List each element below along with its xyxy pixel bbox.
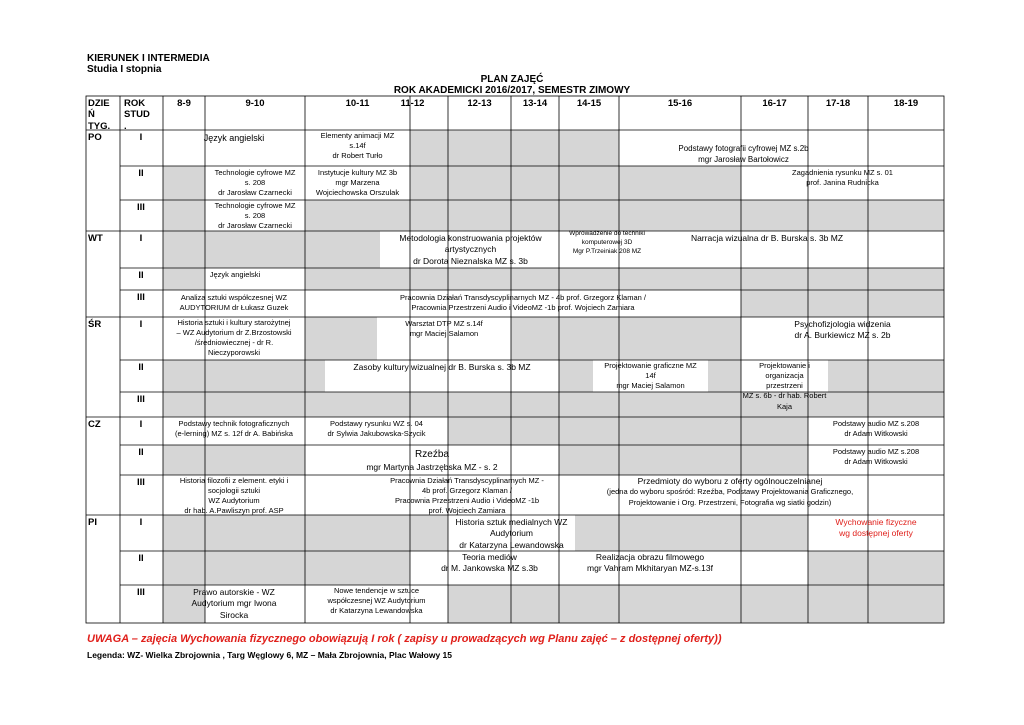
hour-header: 17-18 (825, 98, 851, 109)
class-pi-iii-prawo: Prawo autorskie - WZ Audytorium mgr Iwona Sirocka (191, 587, 277, 620)
hour-header: 13-14 (522, 98, 548, 109)
day-label-cz: CZ (88, 419, 101, 430)
class-sr-i-dtp: Warsztat DTP MZ s.14f mgr Maciej Salamon (405, 319, 483, 339)
class-po-iii-technologie: Technologie cyfrowe MZ s. 208 dr Jarosław Czarnecki (214, 201, 296, 231)
class-cz-i-audio: Podstawy audio MZ s.208 dr Adam Witkowski (832, 419, 920, 439)
class-pi-ii-film: Realizacja obrazu filmowego mgr Vahram Mkhitaryan MZ-s.13f (587, 552, 713, 574)
legend-text: Legenda: WZ- Wielka Zbrojownia , Targ Węglowy 6, MZ – Mała Zbrojownia, Plac Wałowy 15 (87, 650, 453, 660)
class-po-ii-instytucje: Instytucje kultury MZ 3b mgr Marzena Wojciechowska Orszulak (315, 168, 400, 198)
hour-header: 15-16 (667, 98, 693, 109)
class-wt-iii-pracownia: Pracownia Działań Transdyscyplinarnych MZ - 4b prof. Grzegorz Klaman / Pracownia Przestrzeni Audio i VideoMZ -1b prof. Wojciech Zamiara (400, 293, 646, 313)
year-label: II (138, 168, 144, 179)
year-label: I (139, 419, 143, 430)
year-label: III (137, 292, 145, 303)
class-cz-ii-audio: Podstawy audio MZ s.208 dr Adam Witkowski (832, 447, 920, 467)
hour-header: 9-10 (245, 98, 265, 109)
class-po-ii-technologie: Technologie cyfrowe MZ s. 208 dr Jarosław Czarnecki (214, 168, 296, 198)
year-label: II (138, 362, 144, 373)
year-label: III (137, 394, 145, 405)
day-label-wt: WT (88, 233, 103, 244)
hour-header: 18-19 (893, 98, 919, 109)
year-label: II (138, 553, 144, 564)
study-level: Studia I stopnia (87, 64, 162, 75)
year-column-header: ROK STUD . (124, 98, 150, 132)
day-label-po: PO (88, 132, 102, 143)
class-cz-i-rysunek: Podstawy rysunku WZ s. 04 dr Sylwia Jakubowska-Szycik (327, 419, 426, 439)
class-po-ii-rysunek: Zagadnienia rysunku MZ s. 01 prof. Janina Rudnicka (792, 168, 893, 188)
class-pi-i-historia: Historia sztuk medialnych WZ Audytorium dr Katarzyna Lewandowska (455, 517, 568, 550)
hour-header: 11-12 (400, 98, 425, 109)
year-label: II (138, 447, 144, 458)
day-label-pi: PI (88, 517, 97, 528)
year-label: I (139, 132, 143, 143)
year-label: II (138, 270, 144, 281)
hour-header: 14-15 (576, 98, 602, 109)
day-label-sr: ŚR (88, 319, 102, 330)
class-cz-i-technik: Podstawy technik fotograficznych (e-lerning) MZ s. 12f dr A. Babińska (175, 419, 293, 439)
hour-header: 12-13 (467, 98, 492, 109)
class-cz-iii-pracownia: Pracownia Działań Transdyscyplinarnych MZ - 4b prof. Grzegorz Klaman / Pracownia Przestrzeni Audio i VideoMZ -1b prof. Wojciech Zamiara (390, 476, 544, 516)
class-sr-ii-zasoby: Zasoby kultury wizualnej dr B. Burska s. 3b MZ (353, 362, 531, 372)
class-wt-i-metodologia: Metodologia konstruowania projektów artystycznych dr Dorota Nieznalska MZ s. 3b (399, 233, 542, 266)
class-wt-iii-analiza: Analiza sztuki współczesnej WZ AUDYTORIUM dr Łukasz Guzek (179, 293, 289, 313)
hour-header: 8-9 (177, 98, 191, 109)
year-label: III (137, 587, 145, 598)
plan-title: PLAN ZAJĘĆ (480, 74, 544, 85)
class-wt-i-narracja: Narracja wizualna dr B. Burska s. 3b MZ (690, 233, 844, 243)
year-label: III (137, 202, 145, 213)
plan-subtitle: ROK AKADEMICKI 2016/2017, SEMESTR ZIMOWY (393, 85, 631, 96)
notice-text: UWAGA – zajęcia Wychowania fizycznego obowiązują I rok ( zapisy u prowadzących wg Planu zajęć – z dostępnej oferty)) (87, 633, 722, 645)
year-label: III (137, 477, 145, 488)
hour-header: 16-17 (762, 98, 787, 109)
class-sr-i-historia: Historia sztuki i kultury starożytnej – WZ Audytorium dr Z.Brzostowski /średniowiecznej - dr R. Nieczyporowski (176, 318, 292, 358)
class-sr-i-psycho: Psychofizjologia widzenia dr A. Burkiewicz MZ s. 2b (794, 319, 891, 341)
class-sr-ii-graficzne: Projektowanie graficzne MZ 14f mgr Maciej Salamon (604, 361, 697, 391)
class-cz-ii-rzezba: Rzeźba mgr Martyna Jastrzębska MZ - s. 2 (366, 449, 498, 472)
class-pi-iii-tendencje: Nowe tendencje w sztuce współczesnej WZ Audytorium dr Katarzyna Lewandowska (327, 586, 426, 616)
class-po-i-animacja: Elementy animacji MZ s.14f dr Robert Turło (320, 131, 395, 161)
hour-header: 10-11 (345, 98, 370, 109)
class-po-i-jezyk: Język angielski (203, 133, 265, 143)
year-label: I (139, 517, 143, 528)
class-wt-ii-jezyk: Język angielski (209, 270, 261, 279)
program-name: KIERUNEK I INTERMEDIA (87, 53, 210, 64)
class-sr-ii-przestrzeni: Projektowanie i organizacja przestrzeni MZ s. 6b - dr hab. Robert Kaja (742, 361, 827, 411)
class-cz-iii-filozofia: Historia filozofii z element. etyki i socjologii sztuki WZ Audytorium dr hab. A.Pawliszyn prof. ASP (179, 476, 289, 516)
class-cz-iii-wybor: Przedmioty do wyboru z oferty ogólnouczelnianej (jedna do wyboru spośród: Rzeźba, Podstawy Projektowania Graficznego, Projektowanie i Org. Przestrzeni, Fotografia wg siatki godzin) (606, 476, 854, 507)
class-po-i-fotografia: Podstawy fotografii cyfrowej MZ s.2b mgr Jarosław Bartołowicz (678, 144, 809, 164)
year-label: I (139, 319, 143, 330)
class-wt-i-3d: Wprowadzenie do techniki komputerowej 3D Mgr P.Trzeiniak 208 MZ (569, 230, 645, 255)
year-label: I (139, 233, 143, 244)
class-pi-i-wf: Wychowanie fizyczne wg dostępnej oferty (835, 517, 917, 539)
class-pi-ii-teoria: Teoria mediów dr M. Jankowska MZ s.3b (441, 552, 538, 574)
day-column-header: DZIE Ń TYG. (88, 98, 111, 132)
